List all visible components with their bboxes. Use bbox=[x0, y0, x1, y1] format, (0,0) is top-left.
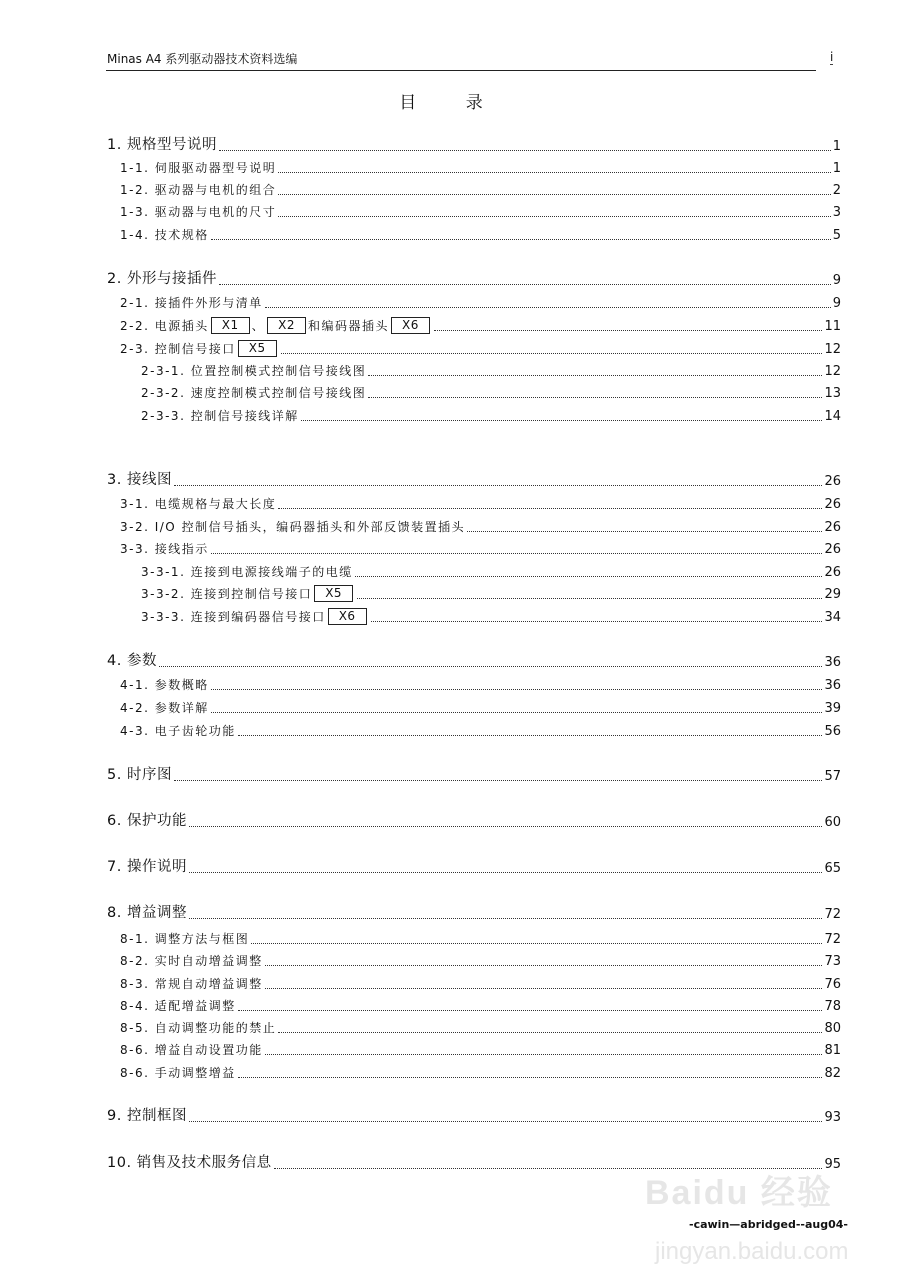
toc-entry-page: 1 bbox=[832, 161, 841, 176]
watermark-url: jingyan.baidu.com bbox=[655, 1238, 849, 1265]
toc-entry-page: 1 bbox=[832, 139, 841, 154]
toc-entry-page: 81 bbox=[824, 1043, 841, 1058]
connector-label-box: X2 bbox=[267, 317, 306, 334]
dot-leader bbox=[211, 239, 831, 240]
dot-leader bbox=[189, 918, 823, 919]
dot-leader bbox=[238, 1010, 823, 1011]
dot-leader bbox=[278, 194, 830, 195]
dot-leader bbox=[355, 576, 823, 577]
dot-leader bbox=[265, 965, 823, 966]
toc-entry-page: 36 bbox=[824, 655, 841, 670]
toc-entry[interactable] bbox=[141, 406, 841, 424]
toc-entry[interactable] bbox=[120, 180, 841, 198]
dot-leader bbox=[211, 553, 823, 554]
toc-entry-title: 2-2. 电源插头 bbox=[120, 319, 209, 333]
toc-entry-title: 8-6. 增益自动设置功能 bbox=[120, 1043, 263, 1057]
toc-entry[interactable] bbox=[107, 270, 841, 288]
page-number: i bbox=[830, 50, 834, 64]
dot-leader bbox=[265, 988, 823, 989]
toc-entry[interactable] bbox=[120, 494, 841, 512]
watermark-logo: Baidu 经验 bbox=[645, 1174, 833, 1212]
toc-entry[interactable] bbox=[107, 1154, 841, 1172]
toc-entry[interactable] bbox=[120, 1018, 841, 1036]
toc-entry-page: 39 bbox=[824, 701, 841, 716]
toc-entry[interactable] bbox=[107, 904, 841, 922]
toc-entry[interactable] bbox=[107, 812, 841, 830]
toc-entry[interactable] bbox=[120, 158, 841, 176]
toc-entry-title: 3-1. 电缆规格与最大长度 bbox=[120, 497, 277, 511]
toc-entry-page: 80 bbox=[824, 1021, 841, 1036]
toc-entry-title: 4-1. 参数概略 bbox=[120, 678, 209, 692]
toc-entry-page: 95 bbox=[824, 1157, 841, 1172]
dot-leader bbox=[189, 872, 823, 873]
dot-leader bbox=[174, 780, 823, 781]
toc-entry-page: 26 bbox=[824, 565, 841, 580]
toc-entry-title: 2-3-2. 速度控制模式控制信号接线图 bbox=[141, 386, 367, 400]
toc-entry[interactable] bbox=[120, 996, 841, 1014]
toc-entry-title: 4-3. 电子齿轮功能 bbox=[120, 724, 236, 738]
toc-entry[interactable] bbox=[107, 652, 841, 670]
toc-entry[interactable] bbox=[120, 1040, 841, 1058]
toc-entry-page: 56 bbox=[824, 724, 841, 739]
toc-entry[interactable] bbox=[120, 293, 841, 311]
toc-entry[interactable] bbox=[107, 1107, 841, 1125]
toc-entry-title: 2-3-1. 位置控制模式控制信号接线图 bbox=[141, 364, 367, 378]
dot-leader bbox=[238, 735, 823, 736]
toc-entry-page: 9 bbox=[832, 273, 841, 288]
toc-entry-page: 26 bbox=[824, 497, 841, 512]
toc-entry-title: 6. 保护功能 bbox=[107, 813, 187, 829]
dot-leader bbox=[211, 712, 823, 713]
toc-entry[interactable] bbox=[120, 721, 841, 739]
dot-leader bbox=[371, 621, 823, 622]
toc-entry-page: 12 bbox=[824, 342, 841, 357]
toc-entry[interactable] bbox=[120, 974, 841, 992]
toc-entry-title: 2-1. 接插件外形与清单 bbox=[120, 296, 263, 310]
toc-entry[interactable] bbox=[141, 383, 841, 401]
dot-leader bbox=[189, 1121, 823, 1122]
toc-entry-title: 1-3. 驱动器与电机的尺寸 bbox=[120, 205, 277, 219]
toc-title: 目 录 bbox=[399, 93, 505, 113]
toc-entry-title: 1-4. 技术规格 bbox=[120, 228, 209, 242]
toc-entry-page: 26 bbox=[824, 520, 841, 535]
dot-leader bbox=[265, 1054, 823, 1055]
toc-entry-page: 26 bbox=[824, 474, 841, 489]
toc-entry-title: 4-2. 参数详解 bbox=[120, 701, 209, 715]
connector-label-box: X6 bbox=[391, 317, 430, 334]
toc-entry-page: 72 bbox=[824, 932, 841, 947]
toc-entry-title: 1-1. 伺服驱动器型号说明 bbox=[120, 161, 277, 175]
toc-entry[interactable] bbox=[120, 339, 841, 357]
toc-entry-title: 9. 控制框图 bbox=[107, 1108, 187, 1124]
dot-leader bbox=[265, 307, 831, 308]
toc-entry[interactable] bbox=[120, 225, 841, 243]
toc-entry-page: 78 bbox=[824, 999, 841, 1014]
toc-entry[interactable] bbox=[107, 471, 841, 489]
toc-entry-page: 82 bbox=[824, 1066, 841, 1081]
connector-label-box: X6 bbox=[328, 608, 367, 625]
toc-entry-title: 3-2. I/O 控制信号插头，编码器插头和外部反馈装置插头 bbox=[120, 520, 466, 534]
toc-entry-title: 2. 外形与接插件 bbox=[107, 271, 217, 287]
toc-entry-title: 4. 参数 bbox=[107, 653, 157, 669]
toc-entry-page: 29 bbox=[824, 587, 841, 602]
toc-entry-page: 13 bbox=[824, 386, 841, 401]
toc-entry[interactable] bbox=[120, 202, 841, 220]
toc-entry-title-part: 和编码器插头 bbox=[307, 319, 389, 333]
toc-entry-title: 8-2. 实时自动增益调整 bbox=[120, 954, 263, 968]
toc-entry-title: 3-3-1. 连接到电源接线端子的电缆 bbox=[141, 565, 353, 579]
dot-leader bbox=[189, 826, 823, 827]
toc-entry[interactable] bbox=[120, 951, 841, 969]
footer-text: -cawin—abridged--aug04- bbox=[689, 1218, 848, 1231]
toc-entry-page: 34 bbox=[824, 610, 841, 625]
running-header: Minas A4 系列驱动器技术资料选编 bbox=[107, 52, 298, 66]
toc-entry-page: 26 bbox=[824, 542, 841, 557]
toc-entry-title: 3-3. 接线指示 bbox=[120, 542, 209, 556]
toc-entry[interactable] bbox=[141, 562, 841, 580]
dot-leader bbox=[301, 420, 823, 421]
toc-entry[interactable] bbox=[120, 698, 841, 716]
dot-leader bbox=[278, 1032, 822, 1033]
dot-leader bbox=[434, 330, 823, 331]
toc-entry-page: 9 bbox=[832, 296, 841, 311]
toc-entry[interactable] bbox=[141, 361, 841, 379]
dot-leader bbox=[278, 216, 830, 217]
toc-entry[interactable] bbox=[120, 517, 841, 535]
toc-entry[interactable] bbox=[120, 539, 841, 557]
dot-leader bbox=[219, 150, 831, 151]
toc-entry-page: 11 bbox=[824, 319, 841, 334]
toc-entry[interactable] bbox=[120, 1063, 841, 1081]
toc-entry-page: 60 bbox=[824, 815, 841, 830]
toc-entry-title: 10. 销售及技术服务信息 bbox=[107, 1155, 272, 1171]
toc-entry[interactable] bbox=[107, 766, 841, 784]
toc-entry[interactable] bbox=[107, 858, 841, 876]
toc-entry-page: 12 bbox=[824, 364, 841, 379]
toc-entry-page: 76 bbox=[824, 977, 841, 992]
dot-leader bbox=[274, 1168, 823, 1169]
toc-entry-page: 2 bbox=[832, 183, 841, 198]
toc-entry-title: 8-3. 常规自动增益调整 bbox=[120, 977, 263, 991]
toc-entry-page: 3 bbox=[832, 205, 841, 220]
toc-entry-page: 65 bbox=[824, 861, 841, 876]
toc-entry-page: 14 bbox=[824, 409, 841, 424]
toc-entry-title: 2-3. 控制信号接口 bbox=[120, 342, 236, 356]
connector-label-box: X1 bbox=[211, 317, 250, 334]
dot-leader bbox=[251, 943, 822, 944]
dot-leader bbox=[278, 508, 822, 509]
toc-entry-title: 5. 时序图 bbox=[107, 767, 172, 783]
dot-leader bbox=[159, 666, 823, 667]
toc-entry-title: 8-1. 调整方法与框图 bbox=[120, 932, 250, 946]
toc-entry-page: 72 bbox=[824, 907, 841, 922]
toc-entry-title: 7. 操作说明 bbox=[107, 859, 187, 875]
toc-entry[interactable] bbox=[107, 136, 841, 154]
dot-leader bbox=[174, 485, 823, 486]
dot-leader bbox=[219, 284, 831, 285]
toc-entry-title-part: 、 bbox=[251, 319, 266, 333]
toc-entry[interactable] bbox=[120, 316, 841, 334]
toc-entry-page: 93 bbox=[824, 1110, 841, 1125]
toc-entry-page: 57 bbox=[824, 769, 841, 784]
toc-entry-title: 3. 接线图 bbox=[107, 472, 172, 488]
dot-leader bbox=[281, 353, 823, 354]
dot-leader bbox=[368, 397, 822, 398]
dot-leader bbox=[368, 375, 822, 376]
header-divider bbox=[106, 70, 816, 71]
toc-entry-page: 36 bbox=[824, 678, 841, 693]
toc-entry-title: 8. 增益调整 bbox=[107, 905, 187, 921]
toc-entry-title: 8-4. 适配增益调整 bbox=[120, 999, 236, 1013]
toc-entry-title: 3-3-2. 连接到控制信号接口 bbox=[141, 587, 313, 601]
toc-entry-title: 1. 规格型号说明 bbox=[107, 137, 217, 153]
connector-label-box: X5 bbox=[238, 340, 277, 357]
toc-entry[interactable] bbox=[120, 929, 841, 947]
toc-entry-title: 8-6. 手动调整增益 bbox=[120, 1066, 236, 1080]
toc-entry[interactable] bbox=[141, 607, 841, 625]
dot-leader bbox=[357, 598, 822, 599]
toc-entry[interactable] bbox=[120, 675, 841, 693]
toc-entry[interactable] bbox=[141, 584, 841, 602]
connector-label-box: X5 bbox=[314, 585, 353, 602]
dot-leader bbox=[238, 1077, 823, 1078]
toc-entry-title: 8-5. 自动调整功能的禁止 bbox=[120, 1021, 277, 1035]
dot-leader bbox=[278, 172, 830, 173]
toc-entry-title: 2-3-3. 控制信号接线详解 bbox=[141, 409, 299, 423]
toc-entry-page: 5 bbox=[832, 228, 841, 243]
dot-leader bbox=[467, 531, 822, 532]
toc-entry-title: 1-2. 驱动器与电机的组合 bbox=[120, 183, 277, 197]
toc-entry-title: 3-3-3. 连接到编码器信号接口 bbox=[141, 610, 326, 624]
toc-entry-page: 73 bbox=[824, 954, 841, 969]
dot-leader bbox=[211, 689, 823, 690]
